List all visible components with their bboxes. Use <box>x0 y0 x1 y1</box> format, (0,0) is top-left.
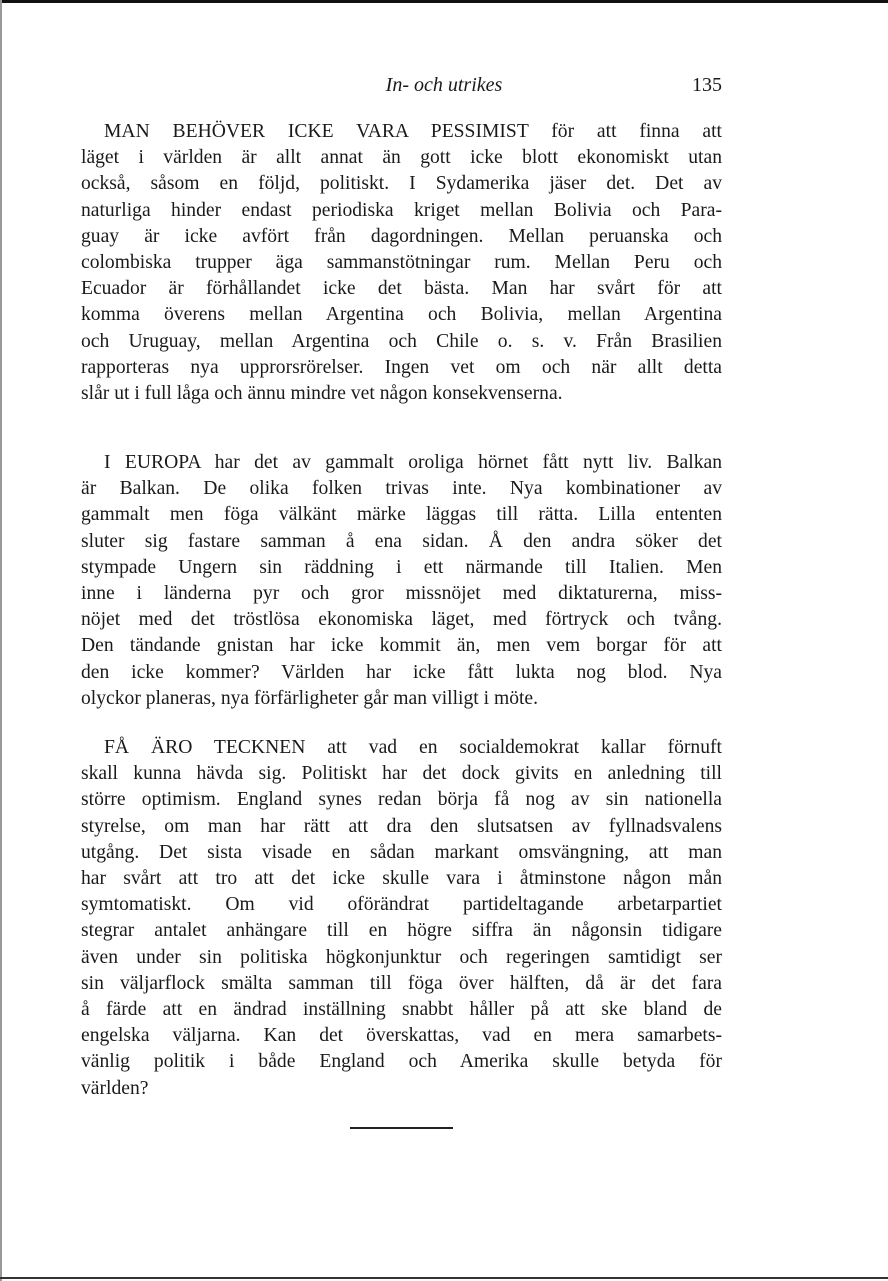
paragraph-3-line: symtomatiskt. Om vid oförändrat partideltagande arbetarpartiet <box>81 894 722 916</box>
paragraph-3-line: större optimism. England synes redan börja få nog av sin nationella <box>81 789 722 811</box>
paragraph-3-line: skall kunna hävda sig. Politiskt har det dock givits en anledning till <box>81 763 722 785</box>
paragraph-1-line: MAN BEHÖVER ICKE VARA PESSIMIST för att finna att <box>104 121 722 142</box>
section-end-rule <box>350 1127 453 1129</box>
paragraph-2-line: olyckor planeras, nya förfärligheter går man villigt i möte. <box>81 687 539 709</box>
paragraph-1-line: rapporteras nya upprorsrörelser. Ingen vet om och när allt detta <box>81 356 722 378</box>
paragraph-3-line: engelska väljarna. Kan det överskattas, vad en mera samarbets- <box>81 1025 722 1047</box>
paragraph-3-line: stegrar antalet anhängare till en högre siffra än någonsin tidigare <box>81 920 722 942</box>
paragraph-1-line: colombiska trupper äga sammanstötningar rum. Mellan Peru och <box>81 252 722 273</box>
paragraph-1-line: naturliga hinder endast periodiska kriget mellan Bolivia och Para- <box>81 199 722 221</box>
paragraph-2-line: Den tändande gnistan har icke kommit än, men vem borgar för att <box>81 635 722 657</box>
paragraph-1-line: komma överens mellan Argentina och Bolivia, mellan Argentina <box>81 304 722 326</box>
paragraph-3-line: världen? <box>81 1077 149 1099</box>
paragraph-3-line: vänlig politik i både England och Amerika skulle betyda för <box>81 1051 722 1073</box>
scan-edge-bottom <box>0 1277 888 1279</box>
scan-edge-top <box>0 0 888 3</box>
paragraph-3-line: även under sin politiska högkonjunktur och regeringen samtidigt ser <box>81 946 722 968</box>
paragraph-3-line: styrelse, om man har rätt att dra den slutsatsen av fyllnadsvalens <box>81 815 722 837</box>
paragraph-3-line: FÅ ÄRO TECKNEN att vad en socialdemokrat kallar förnuft <box>104 737 722 758</box>
paragraph-2-line: den icke kommer? Världen har icke fått lukta nog blod. Nya <box>81 661 722 683</box>
paragraph-3-line: sin väljarflock smälta samman till föga över hälften, då är det fara <box>81 972 722 994</box>
paragraph-3-line: har svårt att tro att det icke skulle vara i åtminstone någon mån <box>81 868 722 889</box>
paragraph-2-line: inne i länderna pyr och gror missnöjet med diktaturerna, miss- <box>81 583 722 604</box>
paragraph-1-line: guay är icke avfört från dagordningen. Mellan peruanska och <box>81 225 722 247</box>
paragraph-1-line: också, såsom en följd, politiskt. I Sydamerika jäser det. Det av <box>81 173 722 195</box>
paragraph-2-line: är Balkan. De olika folken trivas inte. Nya kombinationer av <box>81 478 722 500</box>
paragraph-2-line: I EUROPA har det av gammalt oroliga hörnet fått nytt liv. Balkan <box>104 452 722 473</box>
paragraph-1-line: slår ut i full låga och ännu mindre vet någon konsekvenserna. <box>81 383 563 404</box>
page-number: 135 <box>692 74 722 96</box>
paragraph-1-line: och Uruguay, mellan Argentina och Chile o. s. v. Från Brasilien <box>81 330 722 352</box>
paragraph-2-line: nöjet med det tröstlösa ekonomiska läget, med förtryck och tvång. <box>81 609 722 631</box>
paragraph-2-line: sluter sig fastare samman å ena sidan. Å den andra söker det <box>81 530 722 552</box>
paragraph-3-line: å färde att en ändrad inställning snabbt håller på att ske bland de <box>81 999 722 1020</box>
running-title: In- och utrikes <box>385 74 503 96</box>
paragraph-1-line: läget i världen är allt annat än gott icke blott ekonomiskt utan <box>81 147 722 169</box>
paragraph-2-line: stympade Ungern sin räddning i ett närmande till Italien. Men <box>81 556 722 578</box>
paragraph-2-line: gammalt men föga välkänt märke läggas till rätta. Lilla ententen <box>81 504 722 526</box>
paragraph-1-line: Ecuador är förhållandet icke det bästa. Man har svårt för att <box>81 278 722 300</box>
scan-edge-left <box>0 0 2 1281</box>
paragraph-3-line: utgång. Det sista visade en sådan markant omsvängning, att man <box>81 841 722 863</box>
